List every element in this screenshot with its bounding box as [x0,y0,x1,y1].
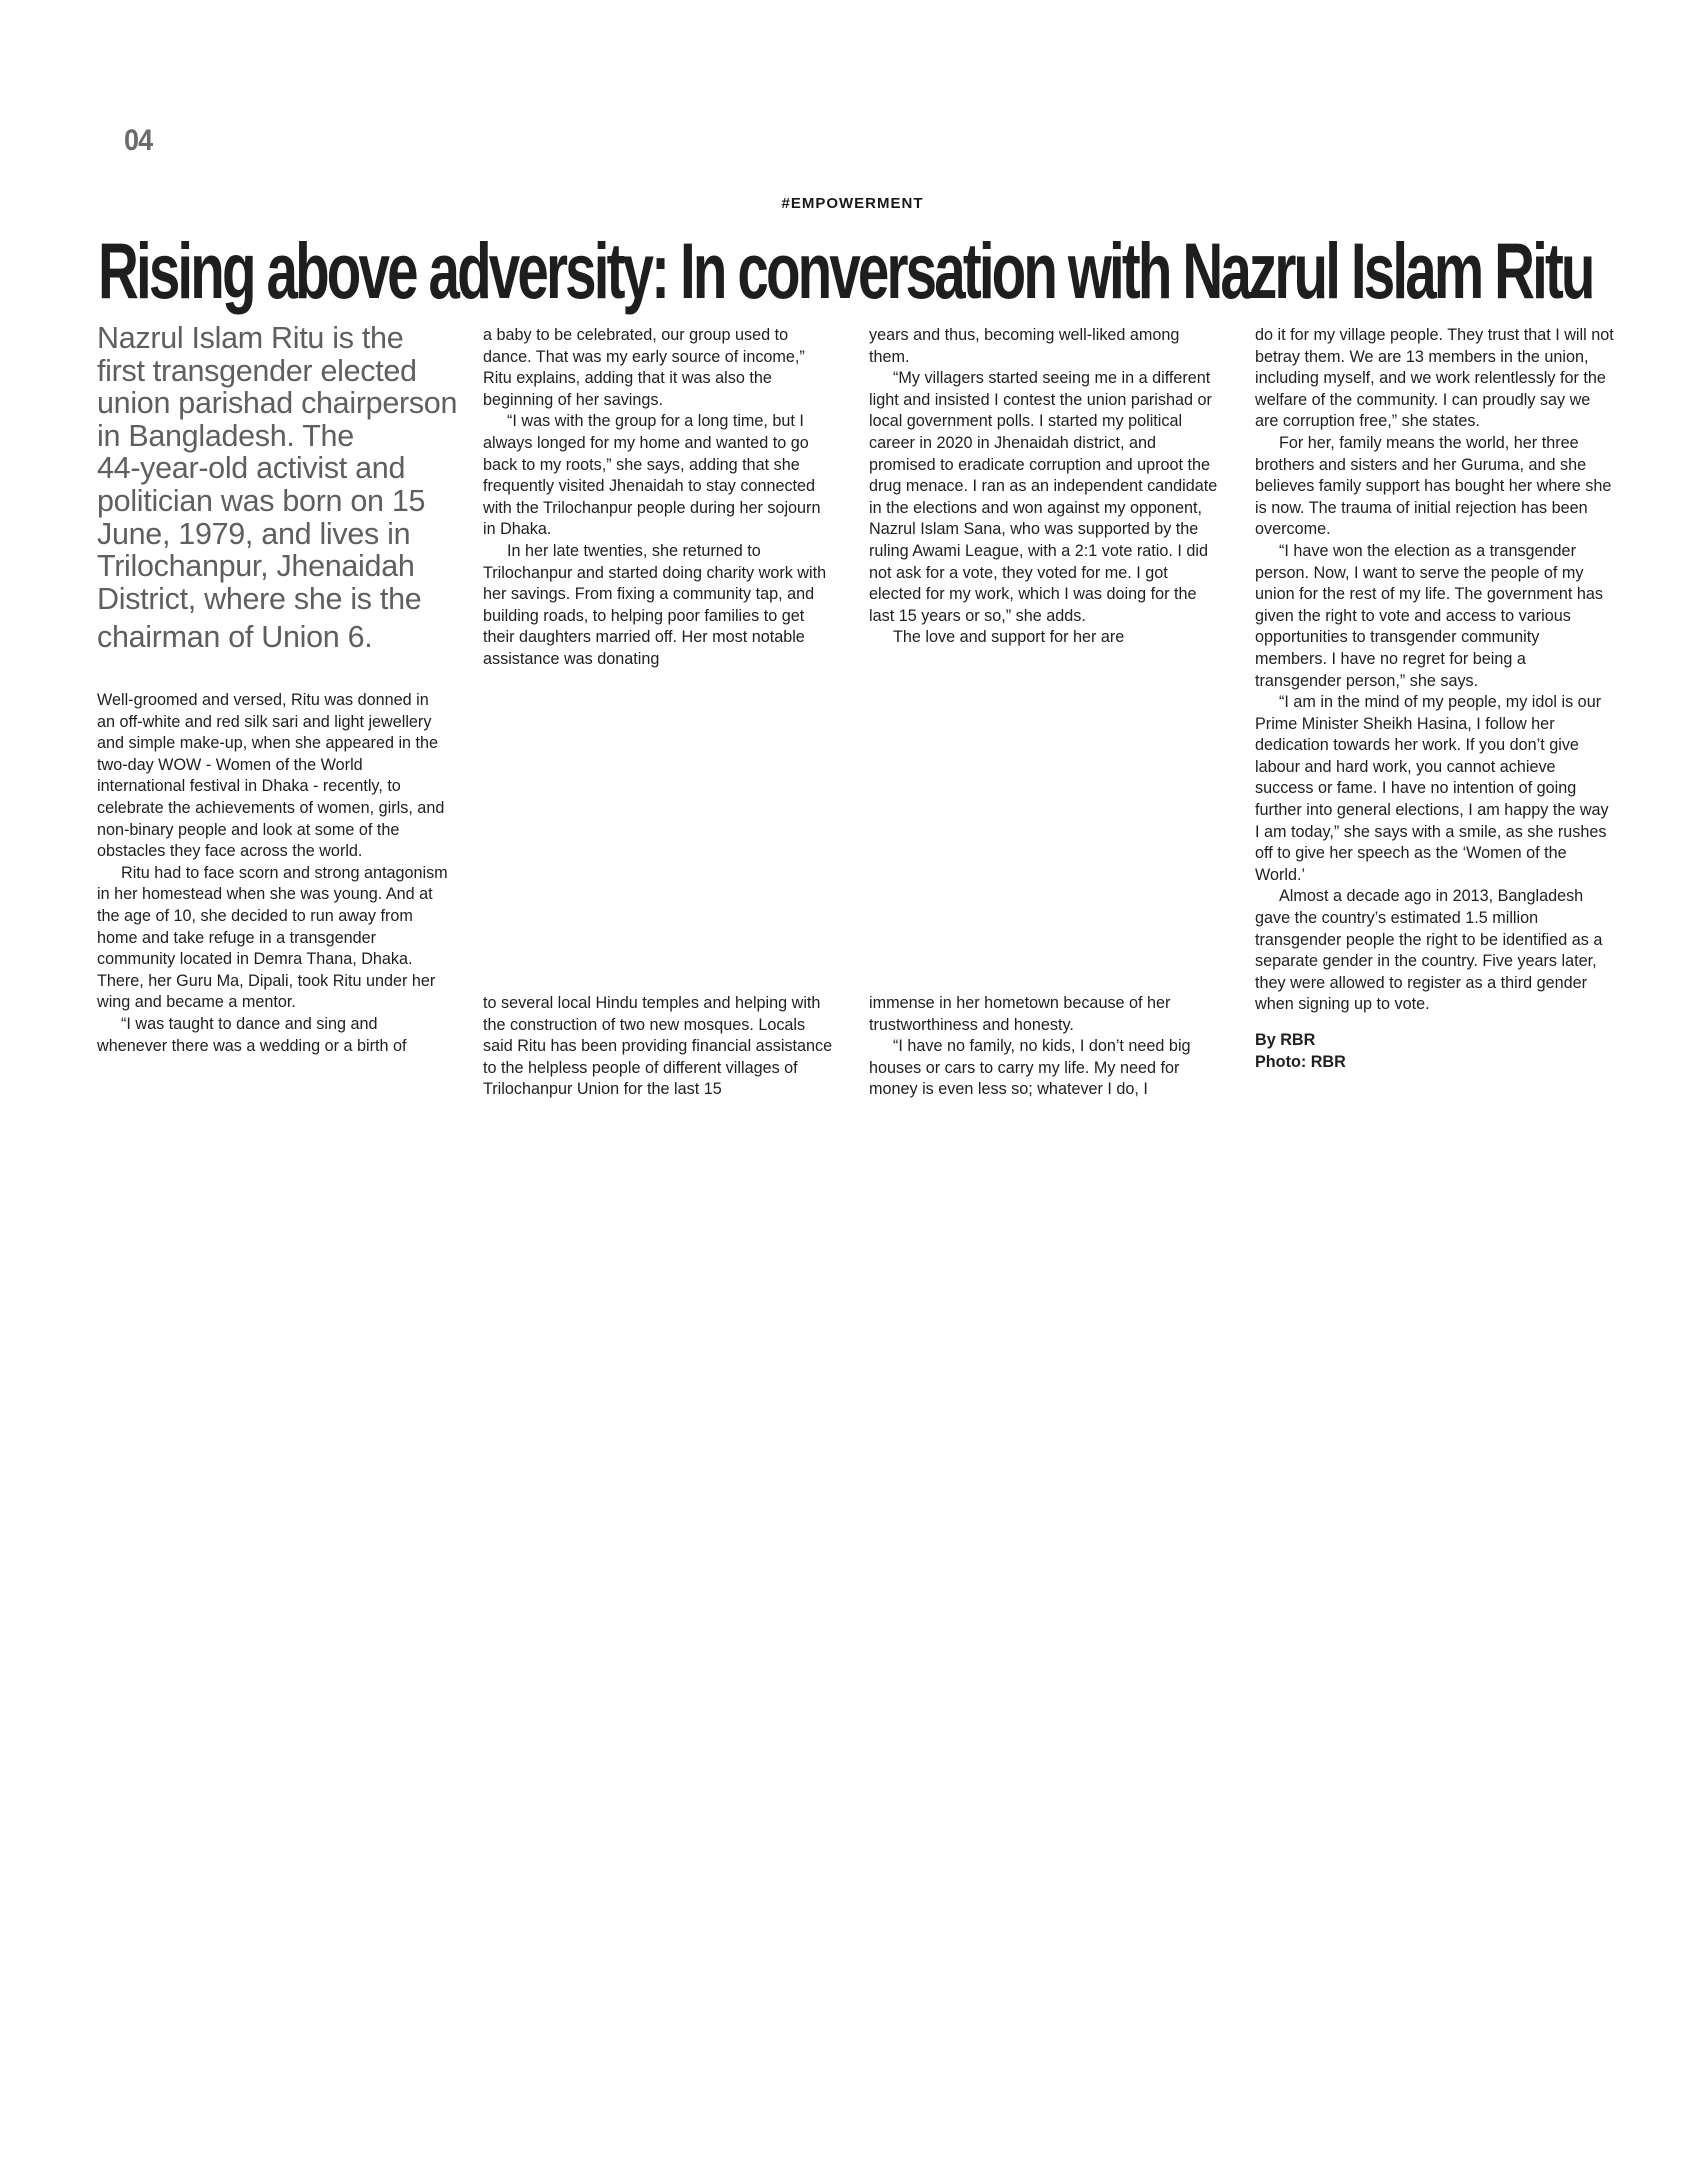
body-paragraph: “I was with the group for a long time, but I always longed for my home and wanted to go back to my roots,” she says, adding that she frequently visited Jhenaidah to stay connected with the Trilochanpur people during her sojourn in Dhaka. [483,412,821,539]
body-paragraph: do it for my village people. They trust that I will not betray them. We are 13 members in the union, including myself, and we work relentlessly for the welfare of the community. I can proudly say we are corruption free,” she states. [1255,326,1614,431]
article-column-4 [1255,325,1615,1073]
standfirst [97,322,457,654]
article-column-3-top [869,325,1221,649]
standfirst-line: June, 1979, and lives in [97,516,411,551]
standfirst-line: first transgender elected [97,353,417,388]
body-paragraph: For her, family means the world, her three brothers and sisters and her Guruma, and she believes family support has bought her where she is now. The trauma of initial rejection has been overcome. [1255,433,1612,539]
body-paragraph: “I have won the election as a transgender person. Now, I want to serve the people of my union for the rest of my life. The government has given the right to vote and access to various opportunities to transgender community members. I have no regret for being a transgender person,” she says. [1255,541,1603,690]
article-column-2-top [483,325,835,671]
byline: By RBR [1255,1031,1316,1049]
standfirst-line: chairman of Union 6. [97,620,373,655]
body-paragraph: The love and support for her are [893,628,1125,647]
standfirst-line: union parishad chairperson [97,386,458,421]
body-paragraph: Ritu had to face scorn and strong antagonism in her homestead when she was young. And at the age of 10, she decided to run away from home and take refuge in a transgender community located in Demra Thana, Dhaka. There, her Guru Ma, Dipali, took Ritu under her wing and became a mentor. [97,863,448,1012]
page-number: 04 [124,124,153,157]
standfirst-line: in Bangladesh. The [97,418,354,453]
body-paragraph: a baby to be celebrated, our group used to dance. That was my early source of income,” Ritu explains, adding that it was also the beginning of her savings. [483,326,805,409]
body-paragraph: “I am in the mind of my people, my idol is our Prime Minister Sheikh Hasina, I follow her dedication towards her work. If you don’t give labour and hard work, you cannot achieve success or fame. I have no intention of going further into general elections, I am happy the way I am today,” she says with a smile, as she rushes off to give her speech as the ‘Women of the World.’ [1255,693,1609,884]
body-paragraph: “I was taught to dance and sing and whenever there was a wedding or a birth of [97,1014,407,1055]
body-paragraph: “I have no family, no kids, I don’t need big houses or cars to carry my life. My need for money is even less so; whatever I do, I [869,1037,1191,1099]
article-column-3-bottom [869,993,1221,1101]
section-kicker: #EMPOWERMENT [781,195,924,212]
standfirst-line: 44-year-old activist and [97,451,406,486]
body-paragraph: years and thus, becoming well-liked among them. [869,326,1180,366]
body-paragraph: In her late twenties, she returned to Trilochanpur and started doing charity work with her savings. From fixing a community tap, and building roads, to helping poor families to get their daughters married off. Her most notable assistance was donating [483,541,827,668]
body-paragraph: to several local Hindu temples and helping with the construction of two new mosques. Locals said Ritu has been providing financial assistance to the helpless people of different villages of Trilochanpur Union for the last 15 [483,994,833,1099]
standfirst-line: politician was born on 15 [97,483,426,518]
standfirst-line: District, where she is the [97,581,422,616]
body-paragraph: Almost a decade ago in 2013, Bangladesh gave the country’s estimated 1.5 million transgender people the right to be identified as a separate gender in the country. Five years later, they were allowed to register as a third gender when signing up to vote. [1255,887,1603,1014]
body-paragraph: immense in her hometown because of her trustworthiness and honesty. [869,994,1171,1034]
article-column-2-bottom [483,993,835,1101]
headline: Rising above adversity: In conversation with Nazrul Islam Ritu [98,226,1593,315]
standfirst-line: Nazrul Islam Ritu is the [97,321,404,355]
standfirst-line: Trilochanpur, Jhenaidah [97,549,415,584]
body-paragraph: “My villagers started seeing me in a different light and insisted I contest the union parishad or local government polls. I started my political career in 2020 in Jhenaidah district, and promised to eradicate corruption and uproot the drug menace. I ran as an independent candidate in the elections and won against my opponent, Nazrul Islam Sana, who was supported by the ruling Awami League, with a 2:1 vote ratio. I did not ask for a vote, they voted for me. I got elected for my work, which I was doing for the last 15 years or so,” she adds. [869,369,1218,625]
article-column-1 [97,690,449,1057]
photo-credit: Photo: RBR [1255,1052,1346,1071]
body-paragraph: Well-groomed and versed, Ritu was donned in an off-white and red silk sari and light jewellery and simple make-up, when she appeared in the two-day WOW - Women of the World international festival in Dhaka - recently, to celebrate the achievements of women, girls, and non-binary people and look at some of the obstacles they face across the world. [97,691,445,861]
